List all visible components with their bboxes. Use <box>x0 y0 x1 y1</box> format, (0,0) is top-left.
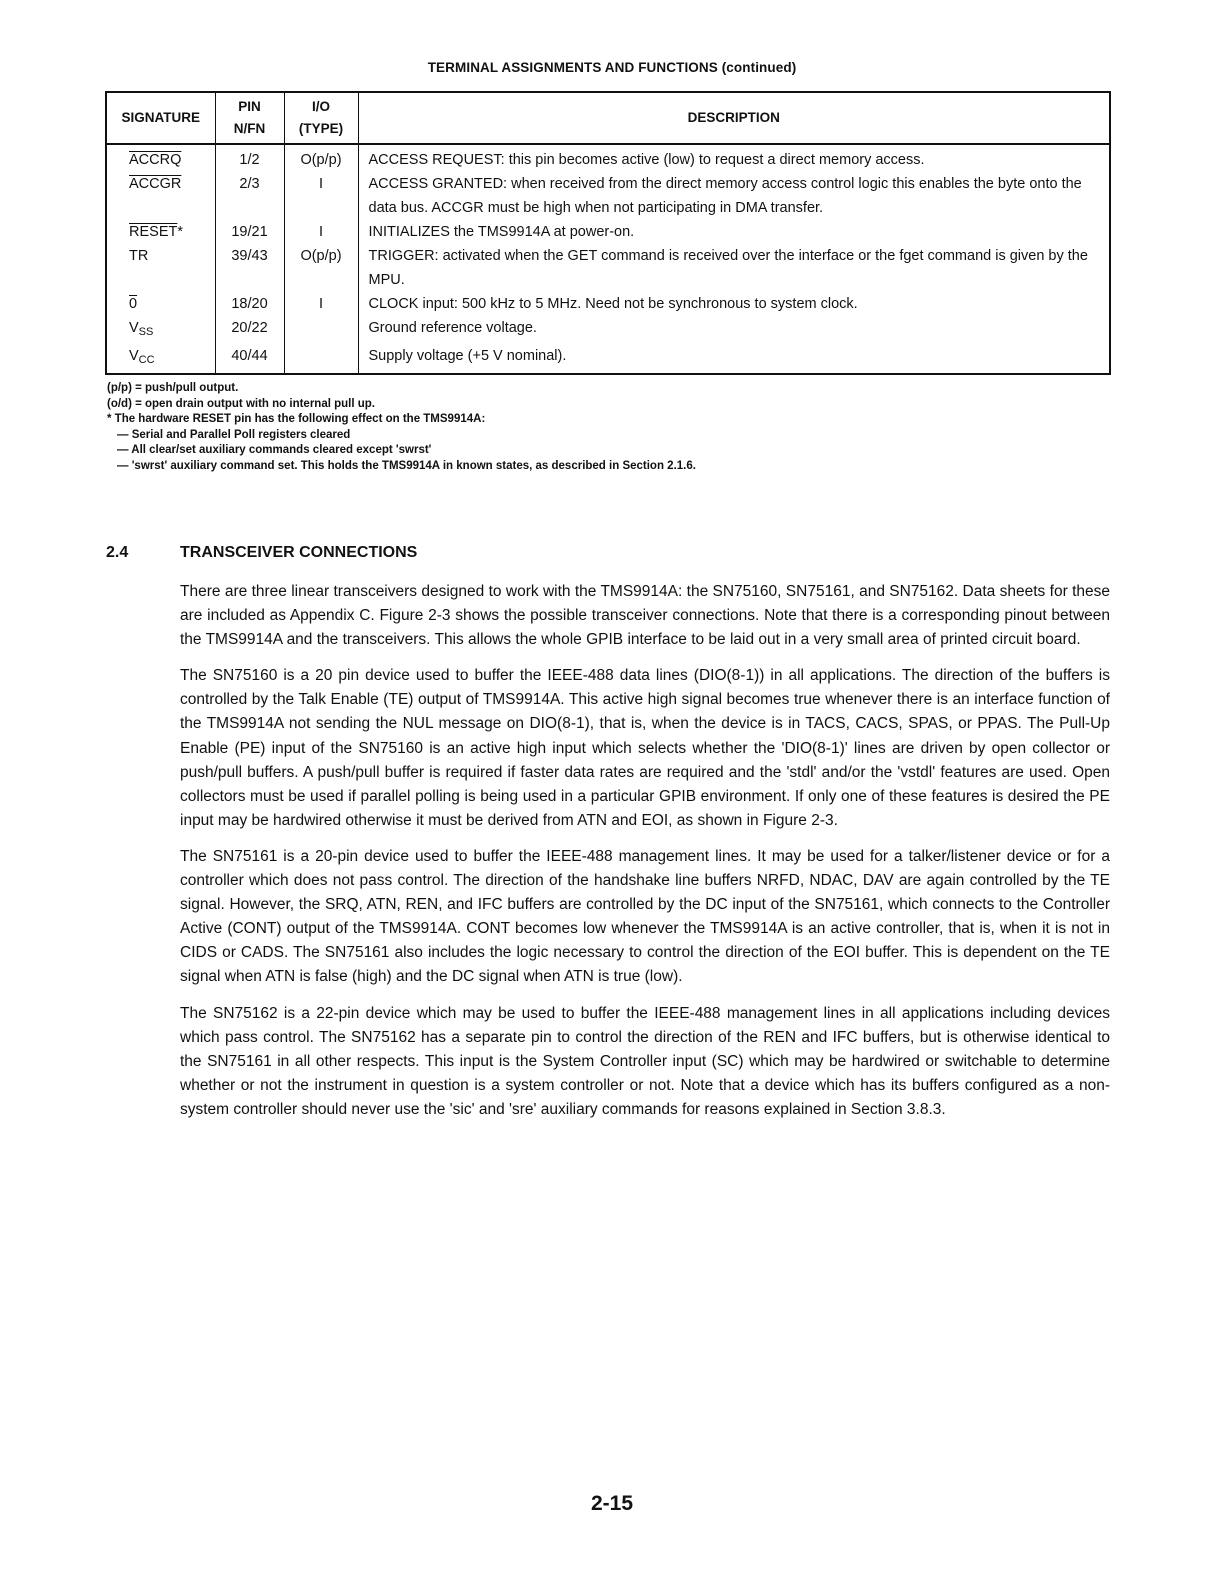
note-item: — All clear/set auxiliary commands cleared except 'swrst' <box>117 444 432 456</box>
footnote-mark: * <box>177 224 183 240</box>
note-item: — 'swrst' auxiliary command set. This holds the TMS9914A in known states, as described in Section 2.1.6. <box>117 459 696 472</box>
col-pin <box>215 92 284 144</box>
table-row <box>106 172 1110 220</box>
description-cell: TRIGGER: activated when the GET command is received over the interface or the fget command is given by the MPU. <box>358 244 1110 292</box>
pin-cell: 2/3 <box>215 172 284 220</box>
signature-cell <box>106 220 215 244</box>
description-cell: CLOCK input: 500 kHz to 5 MHz. Need not be synchronous to system clock. <box>358 292 1110 316</box>
section-title: TRANSCEIVER CONNECTIONS <box>180 544 418 561</box>
table-header-row <box>106 92 1110 144</box>
note-reset: * The hardware RESET pin has the following effect on the TMS9914A: <box>107 413 486 425</box>
note-item: — Serial and Parallel Poll registers cleared <box>117 428 351 441</box>
note-push-pull: (p/p) = push/pull output. <box>107 382 239 394</box>
page-number: 2-15 <box>590 1492 634 1515</box>
description-cell: ACCESS GRANTED: when received from the direct memory access control logic this enables the byte onto the data bus. ACCGR must be high when not participating in DMA transfer. <box>358 172 1110 220</box>
io-cell <box>284 316 358 344</box>
terminal-assignments-table <box>105 91 1111 375</box>
page-title: TERMINAL ASSIGNMENTS AND FUNCTIONS (continued) <box>427 60 797 75</box>
pin-cell: 1/2 <box>215 144 284 172</box>
io-cell: I <box>284 172 358 220</box>
description-cell: ACCESS REQUEST: this pin becomes active (low) to request a direct memory access. <box>358 144 1110 172</box>
pin-cell: 39/43 <box>215 244 284 292</box>
signature-accrq: ACCRQ <box>129 152 182 168</box>
io-cell: O(p/p) <box>284 244 358 292</box>
signature-vcc: V <box>129 348 139 364</box>
table-row <box>106 144 1110 172</box>
signature-tr: TR <box>129 248 149 264</box>
io-cell <box>284 344 358 374</box>
signature-cell <box>106 344 215 374</box>
col-io-top: I/O <box>311 99 330 114</box>
io-cell: O(p/p) <box>284 144 358 172</box>
table-row <box>106 244 1110 292</box>
signature-cell <box>106 316 215 344</box>
col-pin-top: PIN <box>238 99 261 114</box>
col-description: DESCRIPTION <box>358 92 1110 144</box>
note-open-drain: (o/d) = open drain output with no internal pull up. <box>107 397 375 410</box>
description-cell: Supply voltage (+5 V nominal). <box>358 344 1110 374</box>
col-pin-bottom: N/FN <box>233 121 266 136</box>
pin-cell: 18/20 <box>215 292 284 316</box>
table-row <box>106 292 1110 316</box>
col-io <box>284 92 358 144</box>
table-row <box>106 220 1110 244</box>
signature-subscript: CC <box>138 354 155 366</box>
paragraph: There are three linear transceivers designed to work with the TMS9914A: the SN75160, SN75161, and SN75162. Data sheets for these are included as Appendix C. Figure 2-3 shows the possible transceiver connections. Note that there is a corresponding pinout between the TMS9914A and the transceivers. This allows the whole GPIB interface to be laid out in a very small area of printed circuit board. <box>180 583 1110 649</box>
signature-cell <box>106 144 215 172</box>
signature-clock: 0 <box>129 296 138 312</box>
table-row <box>106 344 1110 374</box>
io-cell: I <box>284 220 358 244</box>
col-signature: SIGNATURE <box>106 92 215 144</box>
paragraph: The SN75160 is a 20 pin device used to buffer the IEEE-488 data lines (DIO(8-1)) in all applications. The direction of the buffers is controlled by the Talk Enable (TE) output of TMS9914A. This active high signal becomes true whenever there is an interface function of the TMS9914A not sending the NUL message on DIO(8-1), that is, when the device is in TACS, CACS, SPAS, or PPAS. The Pull-Up Enable (PE) input of the SN75160 is an active high input which selects whether the 'DIO(8-1)' lines are driven by open collector or push/pull buffers. A push/pull buffer is required if faster data rates are required and the 'stdl' and/or the 'vstdl' features are used. Open collectors must be used if parallel polling is being used in a particular GPIB environment. If only one of these features is desired the PE input may be hardwired otherwise it must be derived from ATN and EOI, as shown in Figure 2-3. <box>180 667 1110 829</box>
pin-cell: 19/21 <box>215 220 284 244</box>
col-io-bottom: (TYPE) <box>298 121 344 136</box>
description-cell: INITIALIZES the TMS9914A at power-on. <box>358 220 1110 244</box>
signature-accgr: ACCGR <box>129 176 182 192</box>
signature-cell <box>106 172 215 220</box>
pin-cell: 40/44 <box>215 344 284 374</box>
paragraph: The SN75161 is a 20-pin device used to buffer the IEEE-488 management lines. It may be used for a talker/listener device or for a controller which does not pass control. The direction of the handshake line buffers NRFD, NDAC, DAV are again controlled by the TE signal. However, the SRQ, ATN, REN, and IFC buffers are controlled by the DC input of the SN75161, which connects to the Controller Active (CONT) output of the TMS9914A. CONT becomes low whenever the TMS9914A is an active controller, that is, when it is not in CIDS or CADS. The SN75161 also includes the logic necessary to control the direction of the EOI buffer. This is dependent on the TE signal when ATN is false (high) and the DC signal when ATN is true (low). <box>180 847 1110 986</box>
signature-cell <box>106 244 215 292</box>
description-cell: Ground reference voltage. <box>358 316 1110 344</box>
table-row <box>106 316 1110 344</box>
section-number: 2.4 <box>106 544 129 561</box>
io-cell: I <box>284 292 358 316</box>
pin-cell: 20/22 <box>215 316 284 344</box>
signature-reset: RESET <box>129 224 178 240</box>
section-body <box>180 580 1110 1134</box>
signature-cell <box>106 292 215 316</box>
signature-vss: V <box>129 320 139 336</box>
table-notes <box>107 381 1007 474</box>
paragraph: The SN75162 is a 22-pin device which may be used to buffer the IEEE-488 management lines in all applications including devices which pass control. The SN75162 has a separate pin to control the direction of the REN and IFC buffers, but is otherwise identical to the SN75161 in all other respects. This input is the System Controller input (SC) which may be hardwired or switchable to determine whether or not the instrument in question is a system controller or not. Note that a device which has its buffers configured as a non-system controller should never use the 'sic' and 'sre' auxiliary commands for reasons explained in Section 3.8.3. <box>180 1004 1110 1118</box>
signature-subscript: SS <box>138 326 154 338</box>
